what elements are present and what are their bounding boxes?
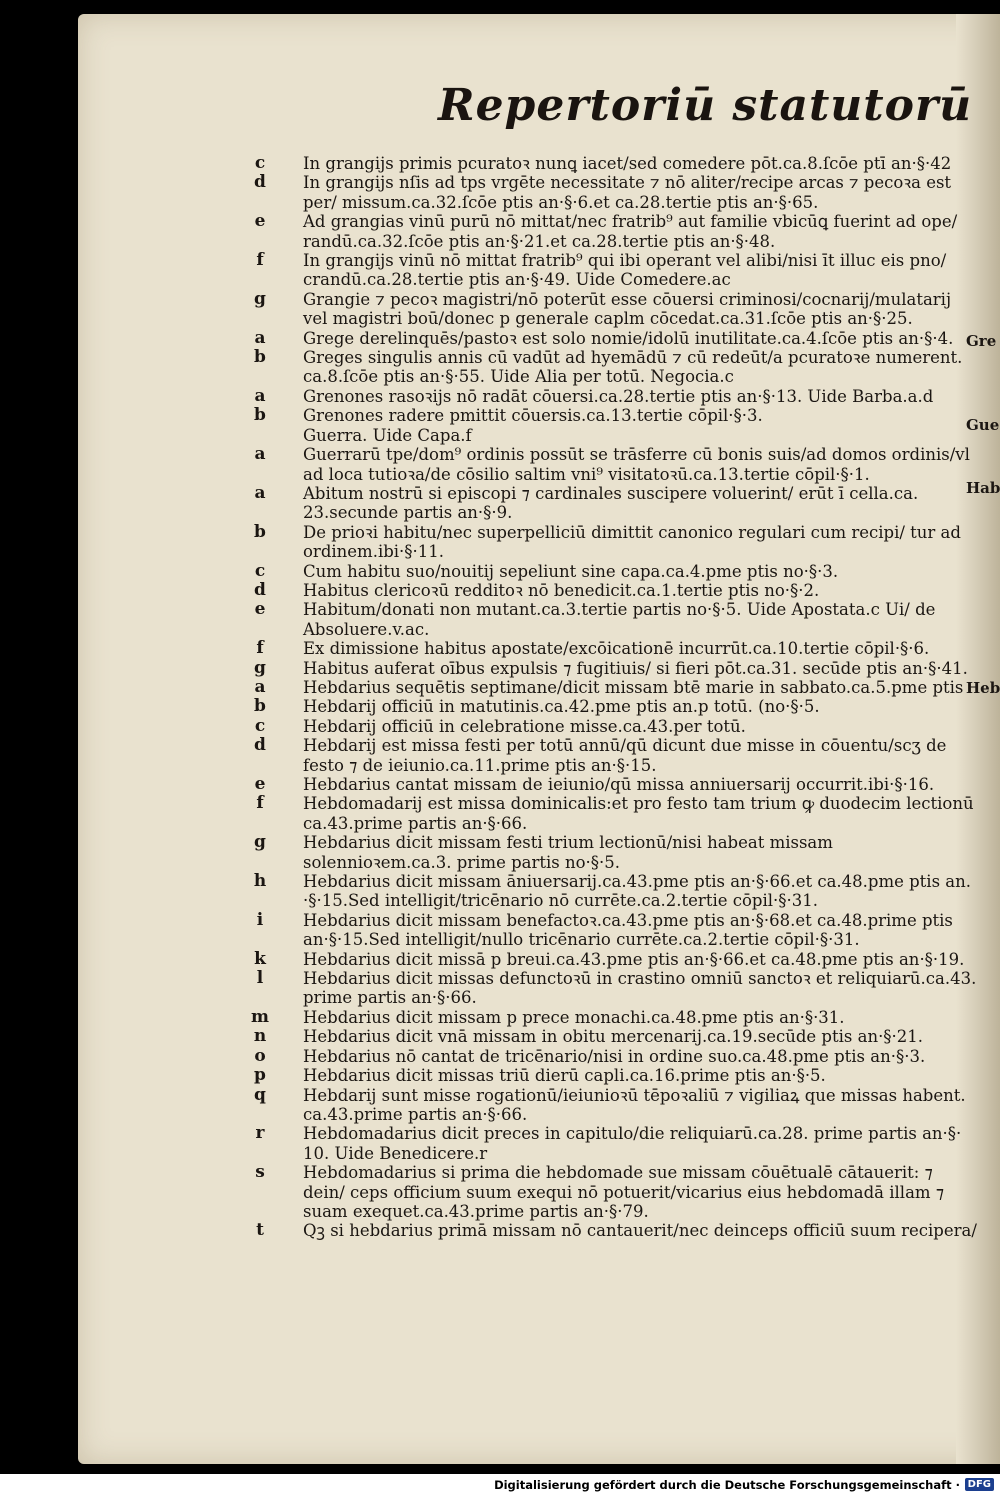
entry-list [78, 154, 978, 1241]
entry-row [254, 1065, 978, 1086]
entry-row [254, 676, 978, 697]
margin-letter: p [254, 1065, 266, 1086]
margin-letter: g [254, 832, 266, 853]
book-page [78, 14, 1000, 1464]
entry-text: Hebdomadarius si prima die hebdomade sue missam cōuētualē cātauerit: ⁊ dein/ ceps officium suum exequi nō potuerit/vicarius eius hebdomadā illam ⁊ suam exequet.ca.43.prime partis an·§·79. [303, 1163, 945, 1221]
entry-text: Grangie ⁊ pecoꝛ magistri/nō poterūt esse cōuersi criminosi/cocnarij/mulatarij vel magistri boū/donec p generale caplm cōcedat.ca.31.ſcōe ptis an·§·25. [303, 289, 952, 329]
margin-letter: a [254, 482, 266, 503]
entry-row [254, 774, 978, 794]
entry-row [254, 211, 978, 251]
margin-letter: i [256, 909, 264, 930]
margin-letter: b [254, 405, 266, 426]
entry-text: Guerrarū tpe/dom⁹ ordinis possūt se trāsferre cū bonis suis/ad domos ordinis/vl ad loca tutioꝛa/de cōsilio saltim vni⁹ visitatoꝛū.ca.13.tertie cōpil·§·1. [303, 445, 970, 484]
entry-text: Habitus auferat oībus expulsis ⁊ fugitiuis/ si fieri pōt.ca.31. secūde ptis an·§·41. [303, 658, 968, 678]
entry-text: Hebdarius nō cantat de tricēnario/nisi in ordine suo.ca.48.pme ptis an·§·3. [303, 1046, 926, 1066]
margin-letter: d [254, 579, 266, 600]
entry-row [254, 347, 978, 387]
entry-row [254, 153, 978, 173]
margin-letter: a [254, 327, 266, 348]
entry-text: Hebdarius dicit missas defunctoꝛū in crastino omniū sanctoꝛ et reliquiarū.ca.43. prime partis an·§·66. [303, 969, 977, 1008]
entry-text: Hebdarius dicit missam benefactoꝛ.ca.43.pme ptis an·§·68.et ca.48.prime ptis an·§·15.Sed intelligit/nullo tricēnario currēte.ca.2.tertie cōpil·§·31. [303, 910, 953, 950]
entry-row [254, 735, 978, 775]
margin-letter: t [256, 1220, 264, 1241]
entry-text: Hebdarij est missa festi per totū annū/qū dicunt due misse in cōuentu/scʒ de festo ⁊ de ieiunio.ca.11.prime ptis an·§·15. [303, 736, 947, 775]
entry-row [254, 1045, 978, 1066]
entry-row [256, 909, 978, 950]
margin-letter: k [254, 948, 266, 969]
entry-row [256, 968, 978, 1008]
entry-text: Greges singulis annis cū vadūt ad hyemādū ⁊ cū redeūt/a pcuratoꝛe numerent. ca.8.ſcōe ptis an·§·55. Uide Alia per totū. Negocia.c [303, 348, 963, 387]
side-label-hab: Hab [966, 479, 1000, 497]
entry-row [254, 385, 978, 406]
entry-row [254, 696, 978, 717]
entry-row [256, 793, 978, 833]
entry-text: In grangijs nſis ad tps vrgēte necessitate ⁊ nō aliter/recipe arcas ⁊ pecoꝛa est per/ missum.ca.32.ſcōe ptis an·§·6.et ca.28.tertie ptis an·§·65. [303, 173, 952, 212]
entry-row [254, 715, 978, 736]
side-label-gre: Gre [966, 332, 997, 350]
entry-text: Abitum nostrū si episcopi ⁊ cardinales suscipere voluerint/ erūt ī cella.ca. 23.secunde partis an·§·9. [303, 483, 919, 523]
margin-letter: r [255, 1123, 265, 1144]
entry-text: Hebdomadarij est missa dominicalis:et pro festo tam trium ꝙ duodecim lectionū ca.43.prime partis an·§·66. [303, 794, 974, 833]
entry-text: Hebdarius sequētis septimane/dicit missam btē marie in sabbato.ca.5.pme ptis [303, 677, 964, 697]
margin-letter: f [256, 250, 264, 271]
entry-row [254, 172, 978, 212]
margin-letter: a [254, 676, 266, 697]
entry-row [254, 521, 978, 562]
margin-letter: b [254, 347, 266, 368]
margin-letter: c [254, 560, 266, 581]
entry-row [254, 579, 978, 600]
entry-text: Habitum/donati non mutant.ca.3.tertie partis no·§·5. Uide Apostata.c Ui/ de Absoluere.v.ac. [303, 600, 936, 639]
entry-text: Grege derelinquēs/pastoꝛ est solo nomie/idolū inutilitate.ca.4.ſcōe ptis an·§·4. [303, 328, 954, 348]
entry-row [253, 1026, 978, 1047]
entry-text: Hebdarius dicit missam p prece monachi.ca.48.pme ptis an·§·31. [303, 1007, 845, 1027]
margin-letter: f [256, 793, 264, 814]
entry-row [251, 1006, 978, 1027]
running-head: Repertoriū statutorū [438, 80, 973, 131]
margin-letter: q [254, 1084, 266, 1105]
side-label-gue: Gue [966, 416, 1000, 434]
entry-row [256, 1220, 978, 1241]
margin-letter: h [253, 871, 267, 892]
entry-text: Hebdarius dicit missam āniuersarij.ca.43.pme ptis an·§·66.et ca.48.pme ptis an. ·§·15.Sed intelligit/tricēnario nō currēte.ca.2.tertie cōpil·§·31. [303, 872, 972, 911]
entry-row [254, 482, 978, 523]
entry-text: Hebdarius dicit missas triū dierū capli.ca.16.prime ptis an·§·5. [303, 1066, 826, 1086]
entry-row [303, 426, 978, 445]
entry-row [254, 657, 978, 678]
entry-text: De prioꝛi habitu/nec superpelliciū dimittit canonico regulari cum recipi/ tur ad ordinem.ibi·§·11. [303, 522, 961, 562]
entry-text: Hebdarij officiū in matutinis.ca.42.pme ptis an.p totū. (no·§·5. [303, 697, 820, 717]
margin-letter: d [254, 172, 266, 193]
margin-letter: n [253, 1026, 267, 1047]
side-label-heb: Heb [966, 679, 1000, 697]
margin-letter: b [254, 696, 266, 717]
margin-letter: g [254, 657, 266, 678]
margin-letter: s [255, 1162, 265, 1183]
entry-row [255, 1162, 978, 1221]
entry-text: Hebdarij officiū in celebratione misse.ca.43.per totū. [303, 716, 746, 736]
entry-text: Ex dimissione habitus apostate/excōicationē incurrūt.ca.10.tertie cōpil·§·6. [303, 639, 930, 659]
entry-text: Hebdarius dicit missā p breui.ca.43.pme ptis an·§·66.et ca.48.pme ptis an·§·19. [303, 949, 965, 969]
entry-text: Qꝫ si hebdarius primā missam nō cantauerit/nec deinceps officiū suum recipera/ [303, 1221, 977, 1241]
entry-row [254, 599, 978, 639]
margin-letter: m [251, 1006, 269, 1027]
margin-letter: c [254, 715, 266, 736]
margin-letter: f [256, 638, 264, 659]
entry-text: Hebdarius cantat missam de ieiunio/qū missa anniuersarij occurrit.ibi·§·16. [303, 775, 935, 794]
margin-letter: o [254, 1045, 266, 1066]
entry-row [254, 405, 978, 426]
margin-letter: a [254, 444, 266, 465]
entry-row [254, 948, 978, 969]
entry-row [254, 560, 978, 581]
entry-text: In grangijs vinū nō mittat fratrib⁹ qui ibi operant vel alibi/nisi īt illuc eis pno/ crandū.ca.28.tertie ptis an·§·49. Uide Comedere.ac [303, 251, 947, 290]
entry-row [256, 250, 978, 290]
entry-row [253, 871, 978, 911]
entry-row [254, 1084, 978, 1125]
entry-row [256, 638, 978, 659]
entry-row [254, 832, 978, 872]
entry-text: Cum habitu suo/nouitij sepeliunt sine capa.ca.4.pme ptis no·§·3. [303, 561, 839, 581]
entry-row [254, 444, 978, 484]
entry-text: Hebdomadarius dicit preces in capitulo/die reliquiarū.ca.28. prime partis an·§· 10. Uide Benedicere.r [303, 1124, 962, 1163]
margin-letter: c [254, 153, 266, 173]
margin-letter: d [254, 735, 266, 756]
entry-text: Hebdarius dicit vnā missam in obitu mercenarij.ca.19.secūde ptis an·§·21. [303, 1027, 924, 1047]
footer-credit: Digitalisierung gefördert durch die Deutsche Forschungsgemeinschaft · [494, 1478, 960, 1492]
entry-text: Hebdarius dicit missam festi trium lectionū/nisi habeat missam solennioꝛem.ca.3. prime partis no·§·5. [303, 833, 833, 872]
footer-bar [0, 1474, 1000, 1498]
entry-text: Grenones radere pmittit cōuersis.ca.13.tertie cōpil·§·3. [303, 406, 763, 426]
entry-text: Grenones rasoꝛijs nō radāt cōuersi.ca.28.tertie ptis an·§·13. Uide Barba.a.d [303, 386, 934, 406]
margin-letter: e [254, 774, 266, 794]
entry-text: Guerra. Uide Capa.f [303, 425, 472, 445]
margin-letter: e [254, 599, 266, 620]
entry-text: Hebdarij sunt misse rogationū/ieiunioꝛū tēpoꝛaliū ⁊ vigiliaꝝ que missas habent. ca.43.prime partis an·§·66. [303, 1085, 966, 1124]
entry-text: Habitus clericoꝛū redditoꝛ nō benedicit.ca.1.tertie ptis no·§·2. [303, 580, 820, 600]
entry-row [254, 288, 978, 329]
entry-text: Ad grangias vinū purū nō mittat/nec fratrib⁹ aut familie vbicūꝗ fuerint ad ope/ randū.ca.32.ſcōe ptis an·§·21.et ca.28.tertie ptis an·§·48. [303, 212, 958, 251]
margin-letter: e [254, 211, 266, 232]
margin-letter: b [254, 521, 266, 542]
margin-letter: g [254, 288, 266, 309]
margin-letter: l [256, 968, 264, 989]
entry-row [254, 327, 978, 348]
dfg-logo: DFG [965, 1478, 994, 1491]
entry-row [255, 1123, 978, 1163]
margin-letter: a [254, 385, 266, 406]
entry-text: In grangijs primis pcuratoꝛ nunꝗ iacet/sed comedere pōt.ca.8.ſcōe ptī an·§·42 [303, 154, 952, 173]
